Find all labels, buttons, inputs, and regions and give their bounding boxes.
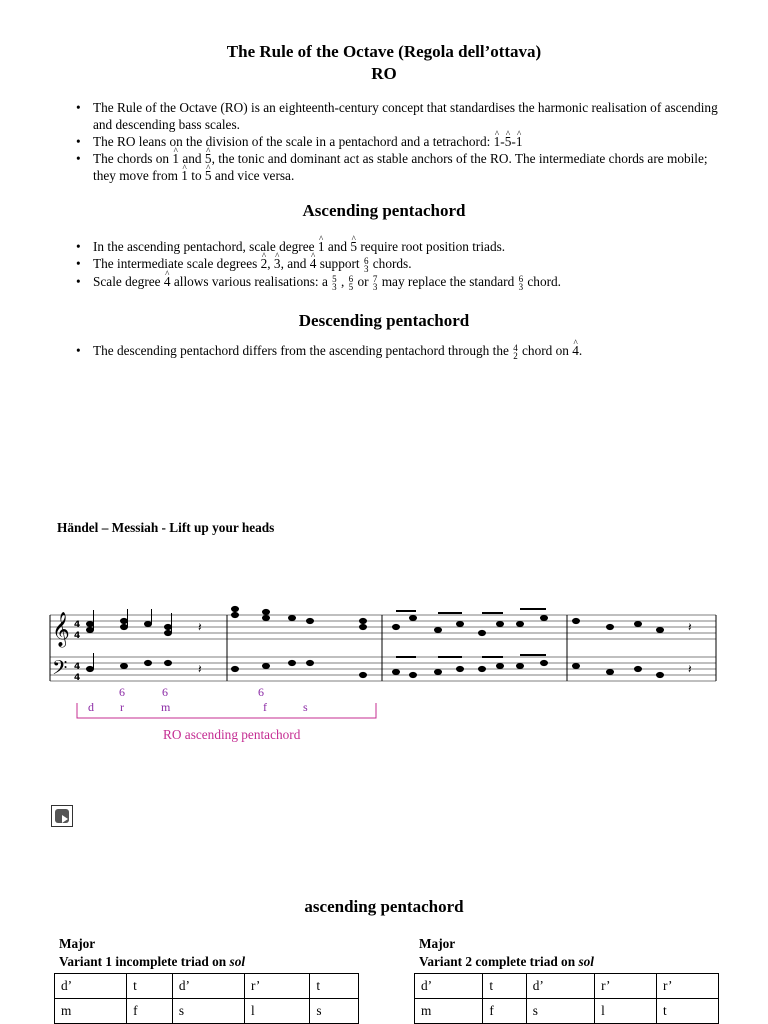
solfege-d: d (88, 700, 94, 714)
table-cell: t (310, 974, 359, 999)
table-cell: d’ (415, 974, 483, 999)
table-row (415, 974, 719, 999)
table-cell: t (483, 974, 526, 999)
figure-6-3: 6 3 (363, 255, 369, 274)
table-row (55, 999, 359, 1024)
table-cell: f (483, 999, 526, 1024)
figured-bass-1: 6 (119, 685, 125, 699)
table-cell: s (310, 999, 359, 1024)
descending-bullet-1: • The descending pentachord differs from the ascending pentachord through the 4 2 chord on 4 ^. (76, 342, 726, 360)
svg-text:𝄽: 𝄽 (198, 662, 202, 676)
table-cell: f (127, 999, 173, 1024)
intro-bullet-1: • The Rule of the Octave (RO) is an eighteenth-century concept that standardises the harmonic realisation of ascending and descending bass scales. (76, 99, 726, 133)
ascending-bullet-2: • The intermediate scale degrees 2 ^, 3 ^, and 4 ^ support 6 3 chords. (76, 255, 726, 273)
variant-2-mode: Major (419, 936, 456, 951)
table-row (415, 999, 719, 1024)
table-cell: t (657, 999, 719, 1024)
play-button[interactable] (51, 805, 73, 827)
table-cell: l (595, 999, 657, 1024)
solfege-f: f (263, 700, 267, 714)
variant-2-table (414, 973, 719, 1024)
ro-bracket (76, 702, 380, 720)
bass-clef-icon: 𝄢 (52, 656, 68, 684)
example-title: Händel – Messiah - Lift up your heads (57, 520, 275, 535)
ro-bracket-label: RO ascending pentachord (163, 727, 301, 742)
svg-text:4: 4 (74, 631, 81, 641)
svg-text:4: 4 (74, 662, 81, 672)
variant-1-desc: Variant 1 incomplete triad on sol (59, 954, 246, 969)
table-cell: t (127, 974, 173, 999)
variants-heading: ascending pentachord (304, 897, 464, 916)
svg-text:4: 4 (74, 673, 81, 683)
variant-1-mode: Major (59, 936, 96, 951)
table-cell: r’ (595, 974, 657, 999)
table-cell: d’ (172, 974, 244, 999)
intro-bullet-2: • The RO leans on the division of the scale in a pentachord and a tetrachord: 1 ^-5 ^-1 ^ (76, 133, 726, 150)
table-cell: s (526, 999, 594, 1024)
figured-bass-2: 6 (162, 685, 168, 699)
table-cell: m (55, 999, 127, 1024)
descending-heading: Descending pentachord (298, 311, 470, 330)
page-title: The Rule of the Octave (Regola dell’ottava) (226, 42, 542, 61)
table-cell: d’ (526, 974, 594, 999)
variant-2-desc: Variant 2 complete triad on sol (419, 954, 594, 969)
figure-5-3: 5 3 (332, 273, 337, 292)
descending-bullet-list (76, 342, 726, 360)
treble-clef-icon: 𝄞 (52, 612, 70, 647)
play-icon (55, 809, 69, 823)
table-row (55, 974, 359, 999)
ascending-bullet-list (76, 238, 726, 291)
intro-bullet-list (76, 99, 726, 184)
svg-text:𝄽: 𝄽 (688, 620, 692, 634)
solfege-s: s (303, 700, 308, 714)
solfege-r: r (120, 700, 124, 714)
figure-6-5: 6 5 (348, 273, 354, 292)
svg-text:𝄽: 𝄽 (198, 620, 202, 634)
figure-7-3: 7 3 (372, 273, 378, 292)
table-cell: d’ (55, 974, 127, 999)
score-excerpt (48, 605, 720, 690)
variant-1-table (54, 973, 359, 1024)
svg-text:𝄽: 𝄽 (688, 662, 692, 676)
figure-6-3-standard: 6 3 (518, 273, 524, 292)
ascending-bullet-3: • Scale degree 4 ^ allows various realisations: a 5 3 , 6 5 or 7 3 may replace the standard 6 3 chord. (76, 273, 726, 291)
figure-4-2: 4 2 (513, 342, 518, 361)
table-cell: m (415, 999, 483, 1024)
figured-bass-3: 6 (258, 685, 264, 699)
table-cell: r’ (245, 974, 310, 999)
page-subtitle: RO (371, 64, 397, 83)
ascending-heading: Ascending pentachord (302, 201, 466, 220)
table-cell: s (172, 999, 244, 1024)
ascending-bullet-1: • In the ascending pentachord, scale degree 1 ^ and 5 ^ require root position triads. (76, 238, 726, 255)
solfege-m: m (161, 700, 171, 714)
svg-text:4: 4 (74, 620, 81, 630)
table-cell: r’ (657, 974, 719, 999)
intro-bullet-3: • The chords on 1 ^ and 5 ^, the tonic and dominant act as stable anchors of the RO. The intermediate chords are mobile; they move from 1 ^ to 5 ^ and vice versa. (76, 150, 726, 184)
table-cell: l (245, 999, 310, 1024)
